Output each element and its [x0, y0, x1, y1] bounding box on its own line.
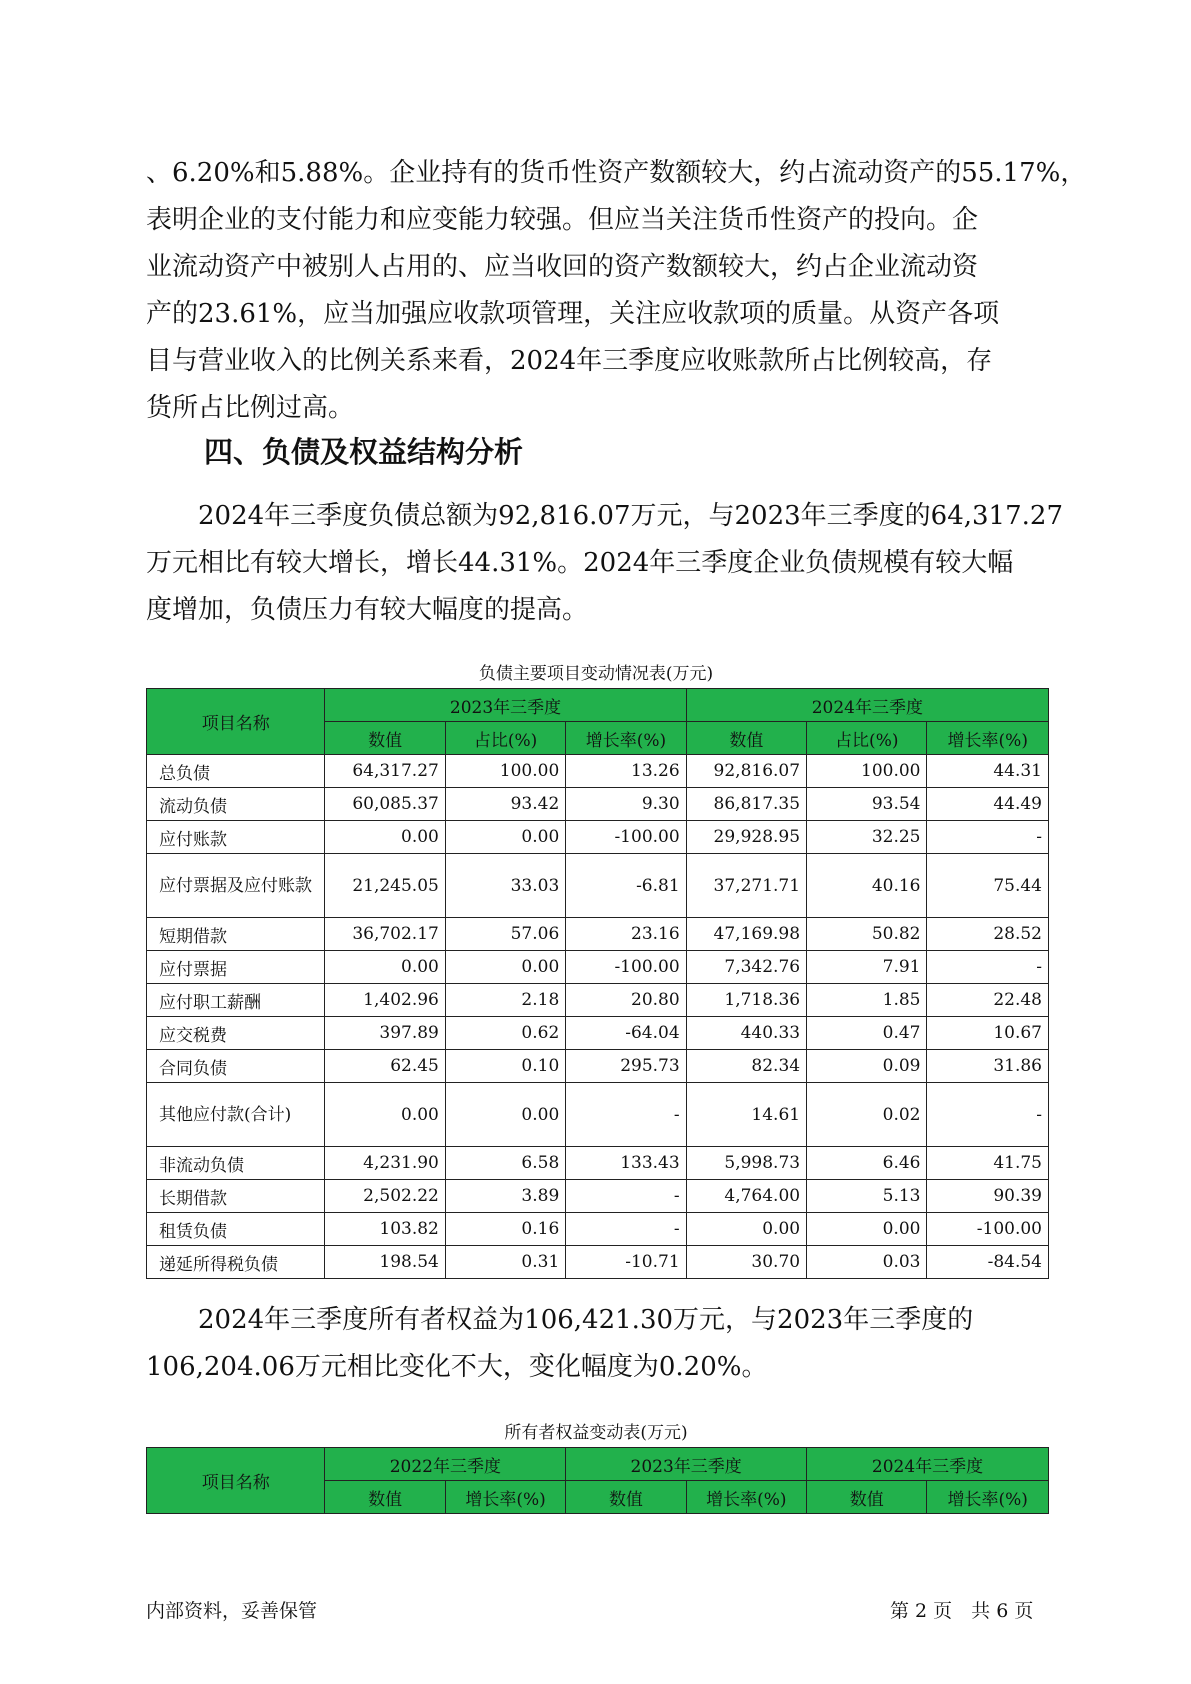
row-label: 应交税费 — [147, 1017, 325, 1050]
period-header: 2022年三季度 — [325, 1448, 566, 1481]
period-header: 2024年三季度 — [807, 1448, 1049, 1481]
table-row — [147, 951, 1049, 984]
column-header: 数值 — [325, 1481, 445, 1514]
paragraph-equity-summary — [146, 1297, 1046, 1391]
column-header: 数值 — [566, 1481, 686, 1514]
row-label: 应付账款 — [147, 821, 325, 854]
cell-value: 23.16 — [566, 918, 686, 951]
table-row — [147, 1213, 1049, 1246]
cell-value: -6.81 — [566, 854, 686, 918]
cell-value: 7.91 — [807, 951, 927, 984]
cell-value: 7,342.76 — [686, 951, 806, 984]
cell-value: 60,085.37 — [325, 788, 445, 821]
cell-value: 100.00 — [807, 755, 927, 788]
cell-value: 0.00 — [445, 821, 565, 854]
cell-value: 13.26 — [566, 755, 686, 788]
cell-value: 10.67 — [927, 1017, 1049, 1050]
column-header: 增长率(%) — [686, 1481, 806, 1514]
cell-value: 0.16 — [445, 1213, 565, 1246]
table-row — [147, 788, 1049, 821]
table-row — [147, 984, 1049, 1017]
column-header: 数值 — [807, 1481, 927, 1514]
paragraph-liability-summary — [146, 493, 1063, 634]
text-line: 业流动资产中被别人占用的、应当收回的资产数额较大，约占企业流动资 — [146, 252, 979, 282]
cell-value: 41.75 — [927, 1147, 1049, 1180]
cell-value: 0.00 — [325, 951, 445, 984]
cell-value: 29,928.95 — [686, 821, 806, 854]
cell-value: 4,764.00 — [686, 1180, 806, 1213]
paragraph-asset-analysis — [146, 150, 1087, 432]
text-line: 2024年三季度所有者权益为106,421.30万元，与2023年三季度的 — [146, 1305, 974, 1335]
footer-confidential-note: 内部资料，妥善保管 — [146, 1600, 318, 1622]
cell-value: 47,169.98 — [686, 918, 806, 951]
cell-value: - — [927, 821, 1049, 854]
cell-value: - — [927, 951, 1049, 984]
row-label: 递延所得税负债 — [147, 1246, 325, 1279]
table-row — [147, 1017, 1049, 1050]
row-label: 应付职工薪酬 — [147, 984, 325, 1017]
row-label: 应付票据及应付账款 — [147, 854, 325, 918]
cell-value: 0.10 — [445, 1050, 565, 1083]
section-heading: 四、负债及权益结构分析 — [204, 435, 524, 469]
cell-value: 57.06 — [445, 918, 565, 951]
item-name-header: 项目名称 — [147, 689, 325, 755]
table-row — [147, 854, 1049, 918]
cell-value: -64.04 — [566, 1017, 686, 1050]
row-label: 长期借款 — [147, 1180, 325, 1213]
cell-value: 0.03 — [807, 1246, 927, 1279]
cell-value: 92,816.07 — [686, 755, 806, 788]
table-row — [147, 918, 1049, 951]
cell-value: 100.00 — [445, 755, 565, 788]
table-caption-equity: 所有者权益变动表(万元) — [504, 1423, 688, 1443]
table-row — [147, 1147, 1049, 1180]
cell-value: 1,718.36 — [686, 984, 806, 1017]
row-label: 短期借款 — [147, 918, 325, 951]
cell-value: 2,502.22 — [325, 1180, 445, 1213]
table-row — [147, 821, 1049, 854]
period-header: 2023年三季度 — [566, 1448, 807, 1481]
cell-value: - — [566, 1180, 686, 1213]
cell-value: 64,317.27 — [325, 755, 445, 788]
text-line: 表明企业的支付能力和应变能力较强。但应当关注货币性资产的投向。企 — [146, 205, 979, 235]
cell-value: 0.00 — [325, 821, 445, 854]
item-name-header: 项目名称 — [147, 1448, 325, 1514]
cell-value: 36,702.17 — [325, 918, 445, 951]
cell-value: 20.80 — [566, 984, 686, 1017]
cell-value: 0.31 — [445, 1246, 565, 1279]
table-caption-liabilities: 负债主要项目变动情况表(万元) — [478, 664, 714, 684]
cell-value: 6.58 — [445, 1147, 565, 1180]
cell-value: 198.54 — [325, 1246, 445, 1279]
table-row — [147, 1050, 1049, 1083]
cell-value: -84.54 — [927, 1246, 1049, 1279]
cell-value: - — [566, 1213, 686, 1246]
row-label: 租赁负债 — [147, 1213, 325, 1246]
cell-value: 93.54 — [807, 788, 927, 821]
cell-value: 21,245.05 — [325, 854, 445, 918]
cell-value: 0.02 — [807, 1083, 927, 1147]
column-header: 占比(%) — [807, 722, 927, 755]
cell-value: -100.00 — [566, 821, 686, 854]
cell-value: 82.34 — [686, 1050, 806, 1083]
text-line: 产的23.61%，应当加强应收款项管理，关注应收款项的质量。从资产各项 — [146, 299, 1000, 329]
column-header: 数值 — [686, 722, 806, 755]
cell-value: 28.52 — [927, 918, 1049, 951]
cell-value: 32.25 — [807, 821, 927, 854]
column-header: 增长率(%) — [927, 722, 1049, 755]
text-line: 目与营业收入的比例关系来看，2024年三季度应收账款所占比例较高，存 — [146, 346, 993, 376]
footer-page-number: 第 2 页 共 6 页 — [890, 1600, 1034, 1622]
cell-value: 1.85 — [807, 984, 927, 1017]
liability-table — [146, 688, 1049, 1279]
cell-value: 22.48 — [927, 984, 1049, 1017]
cell-value: 0.00 — [325, 1083, 445, 1147]
column-header: 增长率(%) — [927, 1481, 1049, 1514]
row-label: 其他应付款(合计) — [147, 1083, 325, 1147]
column-header: 增长率(%) — [445, 1481, 565, 1514]
cell-value: 397.89 — [325, 1017, 445, 1050]
cell-value: 90.39 — [927, 1180, 1049, 1213]
period-header: 2023年三季度 — [325, 689, 686, 722]
cell-value: 44.31 — [927, 755, 1049, 788]
cell-value: -10.71 — [566, 1246, 686, 1279]
row-label: 流动负债 — [147, 788, 325, 821]
cell-value: 5,998.73 — [686, 1147, 806, 1180]
cell-value: 30.70 — [686, 1246, 806, 1279]
cell-value: - — [927, 1083, 1049, 1147]
row-label: 合同负债 — [147, 1050, 325, 1083]
cell-value: 0.00 — [445, 951, 565, 984]
cell-value: 0.62 — [445, 1017, 565, 1050]
equity-table — [146, 1447, 1049, 1514]
text-line: 2024年三季度负债总额为92,816.07万元，与2023年三季度的64,317.27 — [146, 501, 1063, 531]
cell-value: 103.82 — [325, 1213, 445, 1246]
cell-value: 6.46 — [807, 1147, 927, 1180]
table-row — [147, 755, 1049, 788]
cell-value: 37,271.71 — [686, 854, 806, 918]
row-label: 总负债 — [147, 755, 325, 788]
table-row — [147, 1083, 1049, 1147]
cell-value: 0.00 — [445, 1083, 565, 1147]
text-line: 106,204.06万元相比变化不大，变化幅度为0.20%。 — [146, 1352, 768, 1382]
cell-value: 44.49 — [927, 788, 1049, 821]
cell-value: 0.47 — [807, 1017, 927, 1050]
cell-value: 440.33 — [686, 1017, 806, 1050]
cell-value: 75.44 — [927, 854, 1049, 918]
column-header: 增长率(%) — [566, 722, 686, 755]
table-row — [147, 1246, 1049, 1279]
cell-value: 50.82 — [807, 918, 927, 951]
cell-value: 4,231.90 — [325, 1147, 445, 1180]
cell-value: 5.13 — [807, 1180, 927, 1213]
cell-value: 3.89 — [445, 1180, 565, 1213]
cell-value: 1,402.96 — [325, 984, 445, 1017]
text-line: 货所占比例过高。 — [146, 393, 355, 423]
cell-value: -100.00 — [566, 951, 686, 984]
period-header: 2024年三季度 — [686, 689, 1048, 722]
cell-value: 9.30 — [566, 788, 686, 821]
cell-value: - — [566, 1083, 686, 1147]
row-label: 应付票据 — [147, 951, 325, 984]
text-line: 万元相比有较大增长，增长44.31%。2024年三季度企业负债规模有较大幅 — [146, 548, 1014, 578]
cell-value: 31.86 — [927, 1050, 1049, 1083]
cell-value: -100.00 — [927, 1213, 1049, 1246]
column-header: 数值 — [325, 722, 445, 755]
column-header: 占比(%) — [445, 722, 565, 755]
cell-value: 62.45 — [325, 1050, 445, 1083]
cell-value: 86,817.35 — [686, 788, 806, 821]
cell-value: 0.09 — [807, 1050, 927, 1083]
cell-value: 133.43 — [566, 1147, 686, 1180]
cell-value: 2.18 — [445, 984, 565, 1017]
cell-value: 14.61 — [686, 1083, 806, 1147]
text-line: 度增加，负债压力有较大幅度的提高。 — [146, 595, 589, 625]
cell-value: 93.42 — [445, 788, 565, 821]
cell-value: 33.03 — [445, 854, 565, 918]
cell-value: 295.73 — [566, 1050, 686, 1083]
cell-value: 0.00 — [807, 1213, 927, 1246]
cell-value: 0.00 — [686, 1213, 806, 1246]
row-label: 非流动负债 — [147, 1147, 325, 1180]
table-row — [147, 1180, 1049, 1213]
cell-value: 40.16 — [807, 854, 927, 918]
text-line: 、6.20%和5.88%。企业持有的货币性资产数额较大，约占流动资产的55.17%， — [146, 158, 1087, 188]
